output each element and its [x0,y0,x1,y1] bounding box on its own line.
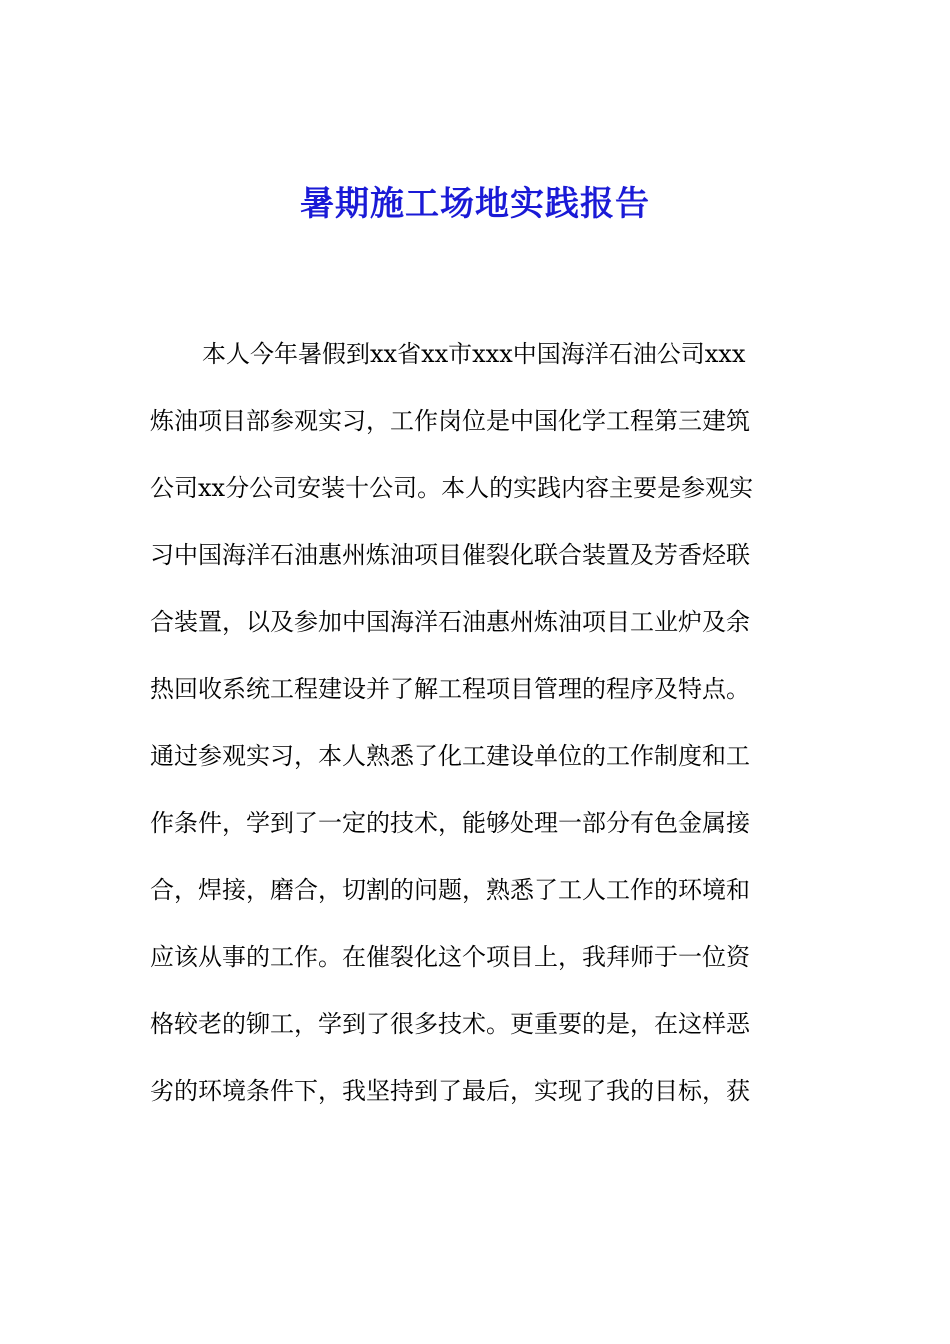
body-line: 作条件，学到了一定的技术，能够处理一部分有色金属接 [150,809,750,837]
body-line: 本人今年暑假到xx省xx市xxx中国海洋石油公司xxx [202,340,746,368]
body-line: 合，焊接，磨合，切割的问题，熟悉了工人工作的环境和 [150,876,750,904]
body-line: 劣的环境条件下，我坚持到了最后，实现了我的目标，获 [150,1077,750,1105]
body-line: 炼油项目部参观实习，工作岗位是中国化学工程第三建筑 [150,407,750,435]
body-line: 习中国海洋石油惠州炼油项目催裂化联合装置及芳香烃联 [150,541,750,569]
body-line: 热回收系统工程建设并了解工程项目管理的程序及特点。 [150,675,750,703]
document-body [150,330,810,1134]
body-line: 合装置，以及参加中国海洋石油惠州炼油项目工业炉及余 [150,608,750,636]
body-line: 公司xx分公司安装十公司。本人的实践内容主要是参观实 [150,474,754,502]
body-line: 通过参观实习，本人熟悉了化工建设单位的工作制度和工 [150,742,750,770]
body-line: 应该从事的工作。在催裂化这个项目上，我拜师于一位资 [150,943,750,971]
document-title: 暑期施工场地实践报告 [300,184,650,224]
body-line: 格较老的铆工，学到了很多技术。更重要的是，在这样恶 [150,1010,750,1038]
